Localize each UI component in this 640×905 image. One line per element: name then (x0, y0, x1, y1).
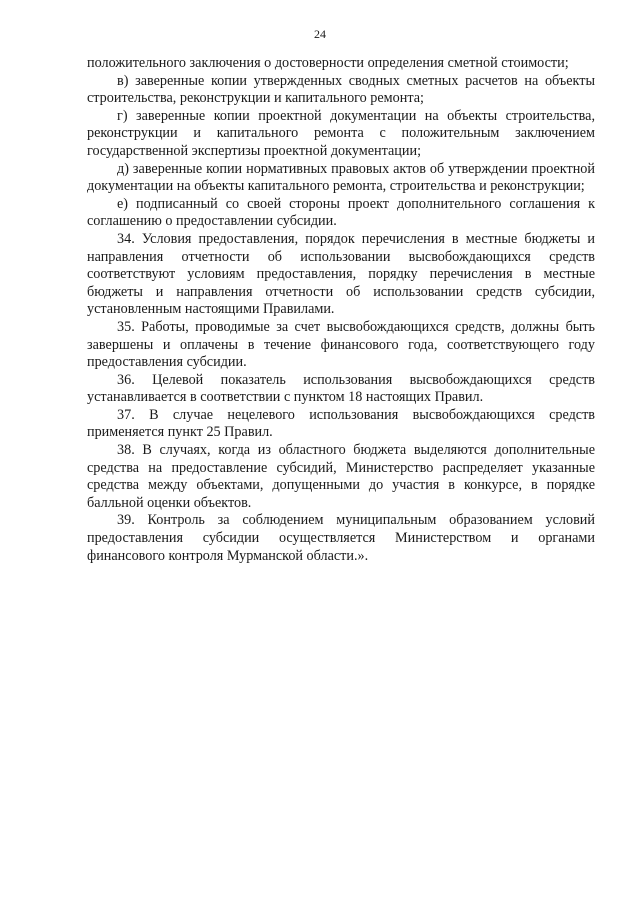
page-number: 24 (314, 27, 326, 41)
document-body (87, 55, 595, 565)
paragraph-34: 34. Условия предоставления, порядок перечисления в местные бюджеты и направления отчетности об использовании высвобождающихся средств соответствуют условиям предоставления, порядку перечисления в местные бюджеты и направления отчетности об использовании средств субсидии, установленным настоящими Правилами. (87, 230, 595, 318)
paragraph-35: 35. Работы, проводимые за счет высвобождающихся средств, должны быть завершены и оплачены в течение финансового года, соответствующего году предоставления субсидии. (87, 318, 595, 371)
paragraph-39: 39. Контроль за соблюдением муниципальным образованием условий предоставления субсидии осуществляется Министерством и органами финансового контроля Мурманской области.». (87, 512, 595, 564)
paragraph-item-v: в) заверенные копии утвержденных сводных сметных расчетов на объекты строительства, реконструкции и капитального ремонта; (87, 72, 595, 107)
paragraph-continuation: положительного заключения о достоверности определения сметной стоимости; (87, 55, 569, 71)
paragraph-item-g: г) заверенные копии проектной документации на объекты строительства, реконструкции и капитального ремонта с положительным заключением государственной экспертизы проектной документации; (87, 107, 595, 159)
paragraph-36: 36. Целевой показатель использования высвобождающихся средств устанавливается в соответствии с пунктом 18 настоящих Правил. (87, 371, 595, 406)
paragraph-item-d: д) заверенные копии нормативных правовых актов об утверждении проектной документации на объекты капитального ремонта, строительства и реконструкции; (87, 160, 595, 195)
paragraph-item-e: е) подписанный со своей стороны проект дополнительного соглашения к соглашению о предоставлении субсидии. (87, 195, 595, 230)
paragraph-37: 37. В случае нецелевого использования высвобождающихся средств применяется пункт 25 Правил. (87, 406, 595, 441)
paragraph-38: 38. В случаях, когда из областного бюджета выделяются дополнительные средства на предоставление субсидий, Министерство распределяет указанные средства между объектами, допущенными до участия в конкурсе, в порядке балльной оценки объектов. (87, 442, 595, 511)
